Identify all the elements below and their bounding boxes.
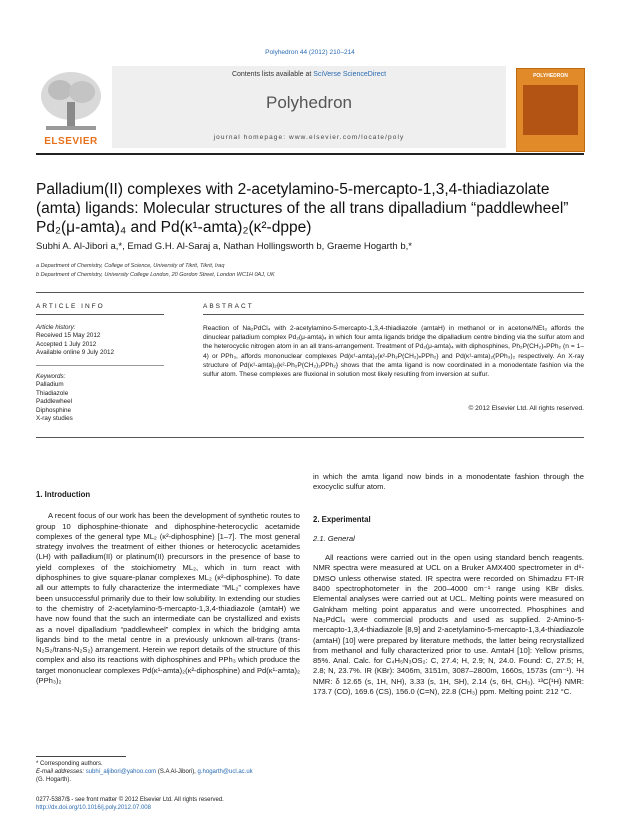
affiliation-b: b Department of Chemistry, University College London, 20 Gordon Street, London WC1H 0AJ, UK bbox=[36, 272, 275, 278]
footnote-block bbox=[36, 760, 300, 784]
accepted-date: Accepted 1 July 2012 bbox=[36, 340, 97, 348]
title-line-3: Pd₂(μ-amta)₄ and Pd(κ¹-amta)₂(κ²-dppe) bbox=[36, 219, 312, 236]
experimental-heading: 2. Experimental bbox=[313, 514, 371, 524]
issn-line: 0277-5387/$ - see front matter © 2012 Elsevier Ltd. All rights reserved. bbox=[36, 797, 224, 803]
abstract-text: Reaction of Na₂PdCl₄ with 2-acetylamino-5-mercapto-1,3,4-thiadiazole (amtaH) in methanol or in acetone/NEt₃ affords the dinuclear palladium complex Pd₂(μ-amta)₄ in which four amta ligands bridge the dipalladium centre binding via the sulfur atom and the heterocyclic nitrogen atom in an all trans-arrangement. Treatment of Pd₂(μ-amta)₄ with diphosphines, Ph₂P(CH₂)ₙPPh₂ (n = 1–4) or PPh₃, affords mononuclear complexes Pd(κ¹-amta)₂{κ²-Ph₂P(CH₂)ₙPPh₂} and Pd(κ¹-amta)₂(PPh₃)₂ respectively. An X-ray structure of Pd(κ¹-amta)₂{κ²-Ph₂P(CH₂)₂PPh₂} shows that the amta ligand is now coordinated in a monodentate fashion via the sulfur atom. These complexes are fluxional in solution most likely resulting from inversion at sulfur. bbox=[203, 325, 584, 379]
email-name-1: (S.A Al-Jibori), bbox=[157, 769, 196, 775]
title-line-2: (amta) ligands: Molecular structures of the all trans dipalladium “paddlewheel” bbox=[36, 200, 569, 217]
author-list: Subhi A. Al-Jibori a,*, Emad G.H. Al-Saraj a, Nathan Hollingsworth b, Graeme Hogarth b,* bbox=[36, 241, 412, 252]
abstract-rule-mid bbox=[203, 314, 584, 315]
copyright-notice: © 2012 Elsevier Ltd. All rights reserved. bbox=[468, 405, 584, 412]
general-subheading: 2.1. General bbox=[313, 533, 355, 543]
abstract-heading: ABSTRACT bbox=[203, 303, 254, 310]
footnote-rule bbox=[36, 756, 126, 757]
keyword-item: Diphosphine bbox=[36, 406, 72, 414]
journal-citation[interactable]: Polyhedron 44 (2012) 210–214 bbox=[265, 49, 355, 56]
sciencedirect-link[interactable]: SciVerse ScienceDirect bbox=[313, 71, 387, 78]
abstract-rule-bottom bbox=[36, 437, 584, 438]
email-line bbox=[36, 768, 300, 776]
contents-line bbox=[112, 71, 506, 78]
journal-title: Polyhedron bbox=[265, 93, 352, 112]
introduction-heading: 1. Introduction bbox=[36, 490, 91, 499]
info-rule-mid bbox=[36, 314, 164, 315]
introduction-continuation: in which the amta ligand now binds in a monodentate fashion through the exocyclic sulfur atom. bbox=[313, 472, 584, 492]
keyword-item: X-ray studies bbox=[36, 415, 73, 423]
email-link-2[interactable]: g.hogarth@ucl.ac.uk bbox=[197, 769, 253, 775]
email-name-2: (G. Hogarth). bbox=[36, 777, 72, 783]
keyword-item: Paddlewheel bbox=[36, 398, 73, 406]
journal-cover-icon[interactable] bbox=[516, 68, 585, 152]
journal-homepage[interactable]: journal homepage: www.elsevier.com/locate/poly bbox=[213, 134, 405, 141]
history-label: Article history: bbox=[36, 324, 76, 331]
keyword-item: Thiadiazole bbox=[36, 389, 69, 397]
doi-link[interactable]: http://dx.doi.org/10.1016/j.poly.2012.07.008 bbox=[36, 805, 151, 811]
cover-label: POLYHEDRON bbox=[533, 73, 568, 79]
info-rule-top bbox=[36, 292, 584, 293]
left-column bbox=[36, 490, 300, 686]
keyword-item: Palladium bbox=[36, 381, 64, 389]
email-label: E-mail addresses: bbox=[36, 769, 85, 775]
received-date: Received 15 May 2012 bbox=[36, 332, 101, 340]
introduction-text: A recent focus of our work has been the development of synthetic routes to group 10 diphosphine-thionate and diphosphine-heterocyclic acetamide complexes of the general type ML₂ (κ²-diphosphine) [1–7]. The most general strategy involves the treatment of either thiones or heterocyclic acetamides (LH) with palladium(II) or platinum(II) precursors in the presence of base to yield complexes of the stoichiometry ML₂, which in turn react with diphosphines to give square-planar complexes ML₂ (κ²-diphosphine). To date all our attempts to fully characterize the intermediate “ML₂” complexes have been unsuccessful primarily due to their low solubility. In extending our studies to the chemistry of 2-acetylamino-5-mercapto-1,3,4-thiadiazole (amtaH) we have now found that the such an intermediate can be crystallized and exists as a novel dipalladium “paddlewheel” complex in which the bridging amta ligands bind to the metal centre in a previously unknown all-trans (trans-N₂S₂/trans-N₂S₂) arrangement. Herein we report details of the structure of this complex and also its reactions with diphosphines and PPh₃ which produce the target mononuclear complexes Pd(κ¹-amta)₂(κ²-diphosphine) and Pd(κ¹-amta)₂ (PPh₃)₂ bbox=[36, 511, 300, 686]
keywords-label: Keywords: bbox=[36, 373, 66, 380]
online-date: Available online 9 July 2012 bbox=[36, 349, 114, 357]
header-rule bbox=[36, 153, 584, 155]
contents-prefix: Contents lists available at bbox=[231, 71, 314, 78]
corresponding-note: * Corresponding authors. bbox=[36, 761, 103, 767]
cover-artwork bbox=[523, 85, 578, 135]
article-info-heading: ARTICLE INFO bbox=[36, 303, 105, 310]
email-link-1[interactable]: subhi_aljibori@yahoo.com bbox=[85, 769, 157, 775]
right-column bbox=[313, 472, 584, 697]
keywords-block bbox=[36, 373, 164, 423]
publisher-logo-text: ELSEVIER bbox=[44, 136, 98, 147]
general-text: All reactions were carried out in the open using standard bench reagents. NMR spectra were measured at UCL on a Bruker AMX400 spectrometer in d⁶-DMSO unless otherwise stated. IR spectra were recorded on Shimadzu FT-IR 8400 spectrophotometer in the 200–4000 cm⁻¹ range using KBr disks. Elemental analyses were carried out at UCL. Melting points were measured on Galnkham melting point apparatus and were uncorrected. Phosphines and Na₂PdCl₄ were commercial products and used as supplied. 2-Amino-5-mercapto-1,3,4-thiadiazole [8,9] and 2-acetylamino-5-mercapto-1,3,4-thiadiazole (amtaH) [10] were prepared by literature methods, the latter being recrystallized from methanol and fully characterized prior to use. AmtaH [10]: Yellow prisms, 85%. Anal. Calc. for C₄H₅N₃OS₂: C, 27.4; H, 2.9; N, 24.0. Found: C, 27.5; H, 2.8; N, 23.7%. IR (KBr): 3406m, 3151m, 3087–2800m, 1660s, 1573s (cm⁻¹). ¹H NMR: δ 12.65 (s, 1H, NH), 3.33 (s, 1H, SH), 2.14 (s, 6H, CH₃). ¹³C{¹H} NMR: 173.7 (CO), 169.6 (CS), 156.0 (C=N), 22.8 (CH₃) ppm. Melting point: 212 °C. bbox=[313, 553, 584, 697]
article-history bbox=[36, 324, 164, 358]
article-title bbox=[36, 180, 584, 237]
title-line-1: Palladium(II) complexes with 2-acetylamino-5-mercapto-1,3,4-thiadiazolate bbox=[36, 181, 550, 198]
history-divider bbox=[36, 365, 164, 366]
affiliation-a: a Department of Chemistry, College of Science, University of Tikrit, Tikrit, Iraq bbox=[36, 263, 225, 269]
